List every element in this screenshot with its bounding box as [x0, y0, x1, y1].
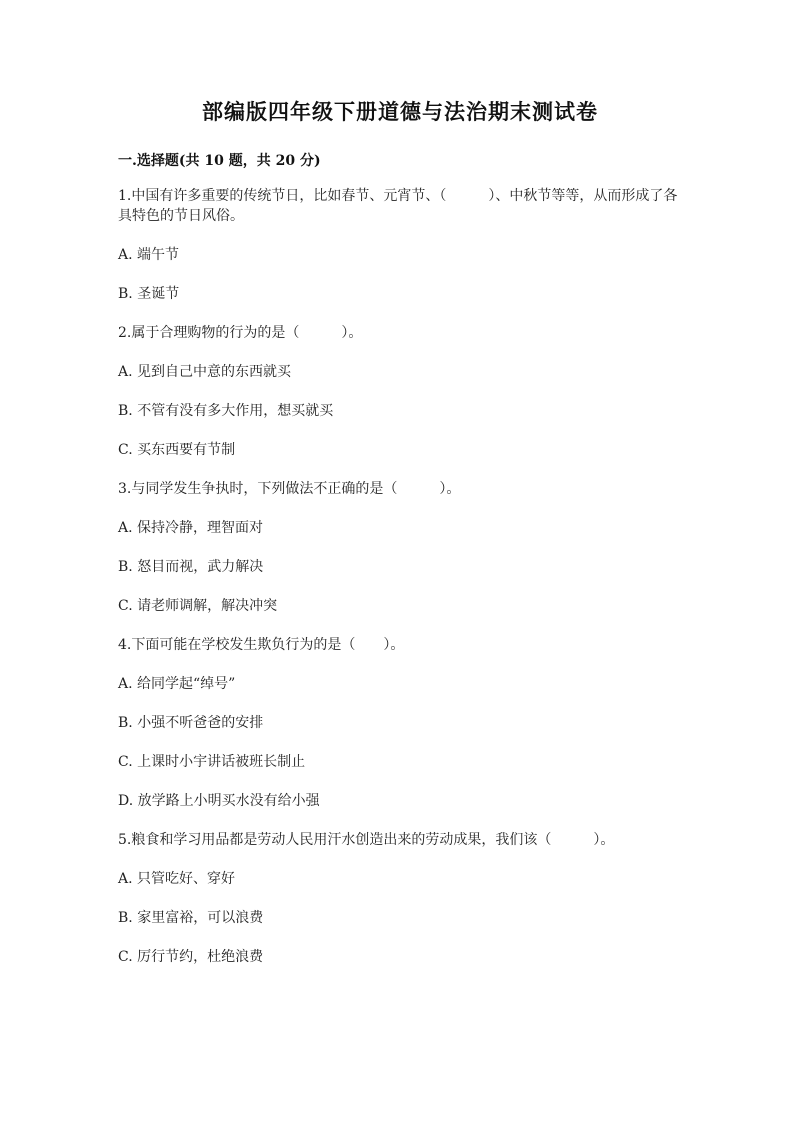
option-a: A. 只管吃好、穿好 [118, 871, 236, 887]
option-a: A. 保持冷静，理智面对 [118, 520, 264, 536]
option-d: D. 放学路上小明买水没有给小强 [118, 793, 320, 809]
option-a: A. 见到自己中意的东西就买 [118, 364, 292, 380]
option-a: A. 给同学起“绰号” [118, 676, 236, 692]
option-b: B. 小强不听爸爸的安排 [118, 715, 264, 731]
section-heading: 一.选择题(共 10 题，共 20 分) [118, 153, 321, 169]
page-title: 部编版四年级下册道德与法治期末测试卷 [202, 99, 598, 124]
option-c: C. 请老师调解，解决冲突 [118, 598, 278, 614]
question-list [118, 186, 682, 967]
option-c: C. 买东西要有节制 [118, 442, 236, 458]
question-stem: 4.下面可能在学校发生欺负行为的是（ ）。 [118, 637, 405, 653]
option-b: B. 怒目而视，武力解决 [118, 559, 264, 575]
question-stem: 2.属于合理购物的行为的是（ ）。 [118, 325, 363, 341]
option-a: A. 端午节 [118, 247, 180, 263]
question-stem: 1.中国有许多重要的传统节日，比如春节、元宵节、（ ）、中秋节等等，从而形成了各具特色的节日风俗。 [118, 188, 678, 224]
question-3 [118, 479, 682, 616]
option-c: C. 厉行节约，杜绝浪费 [118, 949, 264, 965]
option-b: B. 不管有没有多大作用，想买就买 [118, 403, 334, 419]
option-c: C. 上课时小宇讲话被班长制止 [118, 754, 306, 770]
option-b: B. 圣诞节 [118, 286, 180, 302]
question-stem: 5.粮食和学习用品都是劳动人民用汗水创造出来的劳动成果，我们该（ ）。 [118, 832, 615, 848]
option-b: B. 家里富裕，可以浪费 [118, 910, 264, 926]
question-1 [118, 186, 682, 304]
question-stem: 3.与同学发生争执时，下列做法不正确的是（ ）。 [118, 481, 461, 497]
question-4 [118, 635, 682, 811]
question-2 [118, 323, 682, 460]
question-5 [118, 830, 682, 967]
